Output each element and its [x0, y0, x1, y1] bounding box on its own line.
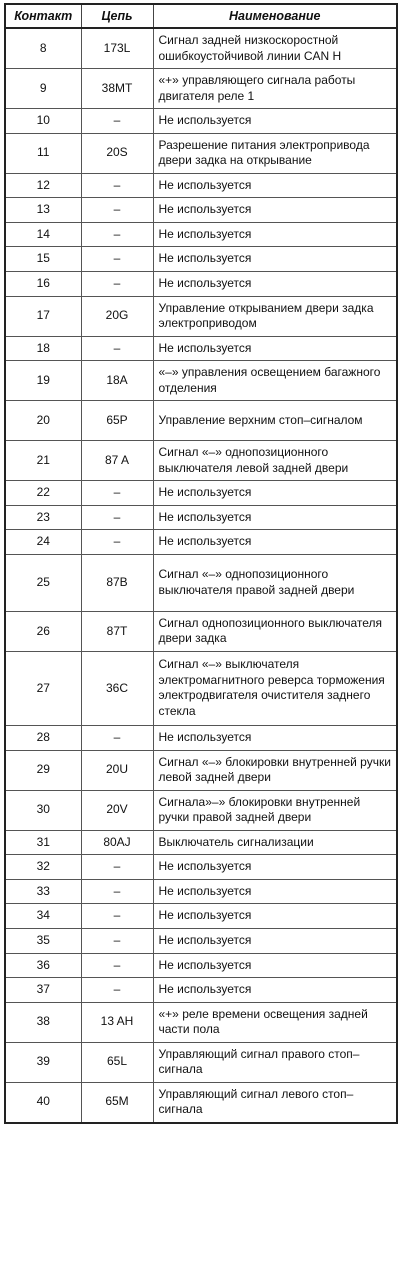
contact-cell: 21	[5, 441, 81, 481]
name-cell: Управляющий сигнал левого стоп–сигнала	[153, 1082, 397, 1123]
circuit-cell: 173L	[81, 28, 153, 69]
name-cell: Сигнал «–» однопозиционного выключателя левой задней двери	[153, 441, 397, 481]
table-row	[5, 296, 397, 336]
contact-cell: 33	[5, 879, 81, 904]
circuit-cell: –	[81, 173, 153, 198]
table-row	[5, 1082, 397, 1123]
table-row	[5, 928, 397, 953]
contact-cell: 28	[5, 725, 81, 750]
contact-cell: 31	[5, 830, 81, 855]
table-row	[5, 554, 397, 611]
circuit-cell: 65P	[81, 401, 153, 441]
name-cell: Не используется	[153, 928, 397, 953]
table-body	[5, 28, 397, 1123]
table-row	[5, 505, 397, 530]
circuit-cell: –	[81, 928, 153, 953]
circuit-cell: 18A	[81, 361, 153, 401]
contact-cell: 24	[5, 530, 81, 555]
table-row	[5, 271, 397, 296]
name-cell: «+» реле времени освещения задней части пола	[153, 1002, 397, 1042]
circuit-cell: 87 A	[81, 441, 153, 481]
table-row	[5, 441, 397, 481]
circuit-cell: –	[81, 198, 153, 223]
name-cell: Управление открыванием двери задка электроприводом	[153, 296, 397, 336]
contact-cell: 17	[5, 296, 81, 336]
header-circuit: Цепь	[81, 4, 153, 28]
contact-cell: 32	[5, 855, 81, 880]
table-row	[5, 247, 397, 272]
contact-cell: 9	[5, 69, 81, 109]
contact-cell: 19	[5, 361, 81, 401]
circuit-cell: 20V	[81, 790, 153, 830]
name-cell: «–» управления освещением багажного отделения	[153, 361, 397, 401]
table-row	[5, 830, 397, 855]
name-cell: Не используется	[153, 904, 397, 929]
contact-cell: 29	[5, 750, 81, 790]
table-row	[5, 401, 397, 441]
name-cell: Не используется	[153, 109, 397, 134]
table-row	[5, 530, 397, 555]
header-row	[5, 4, 397, 28]
circuit-cell: –	[81, 904, 153, 929]
table-row	[5, 651, 397, 725]
name-cell: Сигнал «–» однопозиционного выключателя правой задней двери	[153, 554, 397, 611]
circuit-cell: 20U	[81, 750, 153, 790]
name-cell: Не используется	[153, 879, 397, 904]
name-cell: Сигнал «–» выключателя электромагнитного реверса торможения электродвигателя очистителя заднего стекла	[153, 651, 397, 725]
circuit-cell: –	[81, 855, 153, 880]
table-row	[5, 28, 397, 69]
contact-cell: 20	[5, 401, 81, 441]
table-row	[5, 953, 397, 978]
contact-cell: 10	[5, 109, 81, 134]
name-cell: Сигнал однопозиционного выключателя двери задка	[153, 611, 397, 651]
circuit-cell: –	[81, 879, 153, 904]
contact-cell: 30	[5, 790, 81, 830]
circuit-cell: 87T	[81, 611, 153, 651]
name-cell: Не используется	[153, 530, 397, 555]
contact-cell: 36	[5, 953, 81, 978]
header-name: Наименование	[153, 4, 397, 28]
contact-cell: 38	[5, 1002, 81, 1042]
circuit-cell: 80AJ	[81, 830, 153, 855]
name-cell: Не используется	[153, 198, 397, 223]
table-header	[5, 4, 397, 28]
circuit-cell: 13 AH	[81, 1002, 153, 1042]
table-row	[5, 481, 397, 506]
contact-cell: 14	[5, 222, 81, 247]
table-row	[5, 173, 397, 198]
circuit-cell: 65M	[81, 1082, 153, 1123]
table-row	[5, 790, 397, 830]
circuit-cell: –	[81, 247, 153, 272]
contact-cell: 40	[5, 1082, 81, 1123]
contact-cell: 8	[5, 28, 81, 69]
contact-cell: 26	[5, 611, 81, 651]
name-cell: Не используется	[153, 222, 397, 247]
circuit-cell: –	[81, 725, 153, 750]
contact-cell: 18	[5, 336, 81, 361]
table-row	[5, 1042, 397, 1082]
circuit-cell: –	[81, 336, 153, 361]
name-cell: Разрешение питания электропривода двери задка на открывание	[153, 133, 397, 173]
circuit-cell: 87B	[81, 554, 153, 611]
table-row	[5, 855, 397, 880]
contact-cell: 11	[5, 133, 81, 173]
table-row	[5, 361, 397, 401]
contact-cell: 13	[5, 198, 81, 223]
contact-cell: 35	[5, 928, 81, 953]
name-cell: Не используется	[153, 855, 397, 880]
name-cell: Не используется	[153, 247, 397, 272]
circuit-cell: 20S	[81, 133, 153, 173]
name-cell: Не используется	[153, 481, 397, 506]
name-cell: Выключатель сигнализации	[153, 830, 397, 855]
circuit-cell: 38MT	[81, 69, 153, 109]
table-row	[5, 750, 397, 790]
circuit-cell: 36C	[81, 651, 153, 725]
circuit-cell: 65L	[81, 1042, 153, 1082]
table-row	[5, 1002, 397, 1042]
name-cell: Сигнала»–» блокировки внутренней ручки правой задней двери	[153, 790, 397, 830]
header-contact: Контакт	[5, 4, 81, 28]
contact-cell: 34	[5, 904, 81, 929]
circuit-cell: –	[81, 481, 153, 506]
contact-cell: 25	[5, 554, 81, 611]
contact-cell: 16	[5, 271, 81, 296]
name-cell: Управление верхним стоп–сигналом	[153, 401, 397, 441]
table-row	[5, 879, 397, 904]
contact-cell: 27	[5, 651, 81, 725]
table-row	[5, 222, 397, 247]
table-row	[5, 725, 397, 750]
name-cell: Управляющий сигнал правого стоп–сигнала	[153, 1042, 397, 1082]
name-cell: Не используется	[153, 978, 397, 1003]
pinout-table	[4, 3, 398, 1124]
name-cell: Не используется	[153, 336, 397, 361]
circuit-cell: 20G	[81, 296, 153, 336]
table-row	[5, 109, 397, 134]
name-cell: Не используется	[153, 505, 397, 530]
table-row	[5, 611, 397, 651]
contact-cell: 22	[5, 481, 81, 506]
contact-cell: 23	[5, 505, 81, 530]
circuit-cell: –	[81, 222, 153, 247]
contact-cell: 15	[5, 247, 81, 272]
name-cell: Не используется	[153, 173, 397, 198]
circuit-cell: –	[81, 271, 153, 296]
circuit-cell: –	[81, 978, 153, 1003]
table-row	[5, 904, 397, 929]
name-cell: Не используется	[153, 271, 397, 296]
contact-cell: 12	[5, 173, 81, 198]
circuit-cell: –	[81, 530, 153, 555]
circuit-cell: –	[81, 953, 153, 978]
circuit-cell: –	[81, 505, 153, 530]
contact-cell: 39	[5, 1042, 81, 1082]
name-cell: Не используется	[153, 953, 397, 978]
name-cell: Не используется	[153, 725, 397, 750]
name-cell: Сигнал «–» блокировки внутренней ручки левой задней двери	[153, 750, 397, 790]
table-row	[5, 336, 397, 361]
circuit-cell: –	[81, 109, 153, 134]
table-row	[5, 133, 397, 173]
name-cell: «+» управляющего сигнала работы двигателя реле 1	[153, 69, 397, 109]
table-row	[5, 198, 397, 223]
table-row	[5, 69, 397, 109]
name-cell: Сигнал задней низкоскоростной ошибкоустойчивой линии CAN H	[153, 28, 397, 69]
table-row	[5, 978, 397, 1003]
contact-cell: 37	[5, 978, 81, 1003]
